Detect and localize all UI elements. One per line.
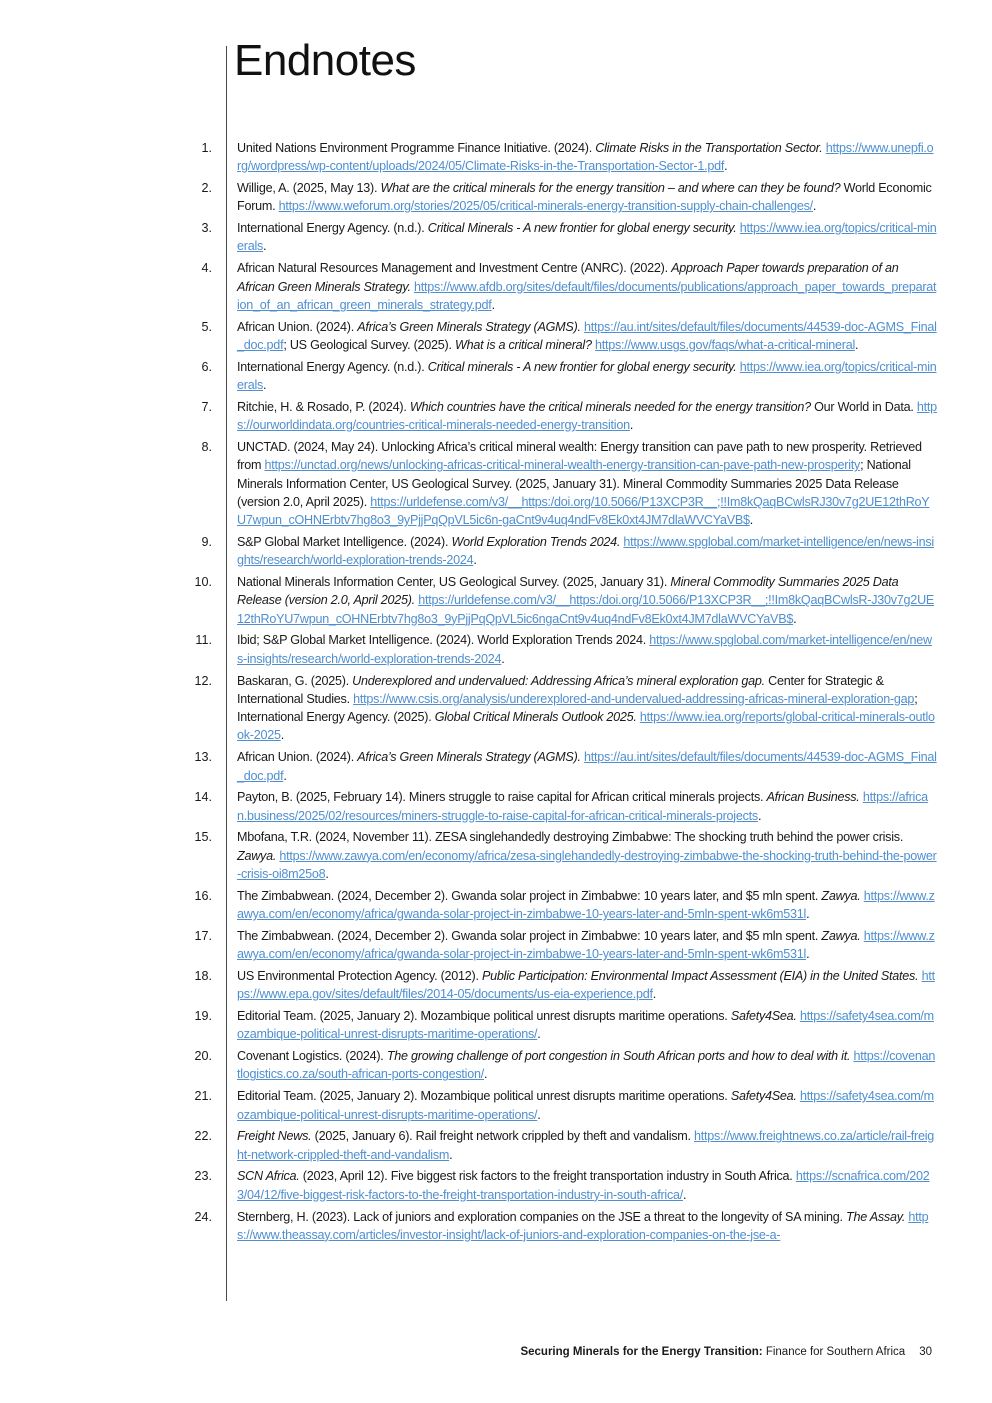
endnote-text-segment: Center for Strategic & International Studies. — [237, 673, 884, 706]
endnote-link[interactable]: https://urldefense.com/v3/__https:/doi.org/10.5066/P13XCP3R__;!!Im8kQaqBCwlsR-J30v7g2UE12thRoYU7wpun_cOHNErbtv7hg8o3_9yPjjPqQpVL5ic6ngaCnt9v4uq4ndFv8Ek0xt4JM7dlaWVCYaVB$ — [237, 593, 935, 626]
endnote-link[interactable]: https://www.zawya.com/en/economy/africa/gwanda-solar-project-in-zimbabwe-10-years-later-and-5mln-spent-wk6m531l — [237, 888, 935, 922]
endnote-italic-title: Which countries have the critical minerals needed for the energy transition? — [409, 399, 811, 414]
endnote-text-segment: The Zimbabwean. (2024, December 2). Gwanda solar project in Zimbabwe: 10 years later, and $5 mln spent. — [237, 888, 822, 903]
endnote-number: 13. — [194, 750, 212, 765]
endnote-item — [0, 1208, 992, 1245]
endnote-item — [0, 533, 992, 570]
endnote-text-segment: World Economic Forum. — [237, 181, 932, 214]
endnote-item — [0, 398, 992, 435]
endnote-number: 3. — [201, 221, 212, 236]
endnote-italic-title: SCN Africa. — [237, 1169, 300, 1184]
endnote-text — [237, 219, 937, 256]
endnote-text-segment: National Minerals Information Center, US Geological Survey. (2025, January 31). — [237, 575, 671, 590]
endnote-link[interactable]: https://www.epa.gov/sites/default/files/2014-05/documents/us-eia-experience.pdf — [237, 968, 935, 1002]
endnote-number: 9. — [201, 534, 212, 549]
endnote-italic-title: World Exploration Trends 2024. — [451, 534, 621, 549]
endnote-text — [237, 672, 937, 745]
endnote-text-segment: . — [757, 808, 762, 823]
endnote-italic-title: Zawya. — [821, 888, 861, 903]
endnote-number: 1. — [201, 141, 212, 155]
endnote-link[interactable]: https://www.iea.org/reports/global-critical-minerals-outlook-2025 — [237, 710, 935, 743]
endnote-text-segment: . — [749, 513, 754, 528]
endnote-link[interactable]: https://www.afdb.org/sites/default/files/documents/publications/approach_paper_towards_preparation_of_an_african_green_minerals_strategy.pdf — [237, 279, 937, 312]
endnote-italic-title: Africa’s Green Minerals Strategy (AGMS). — [357, 750, 581, 765]
endnote-number: 6. — [201, 359, 212, 374]
endnote-text-segment: Covenant Logistics. (2024). — [237, 1049, 387, 1064]
endnote-text-segment: International Energy Agency. (n.d.). — [237, 221, 428, 236]
endnote-text — [237, 748, 937, 785]
endnote-number: 10. — [194, 575, 212, 590]
endnote-number: 24. — [194, 1209, 212, 1224]
page-number: 30 — [919, 1346, 932, 1358]
endnote-item — [0, 358, 992, 395]
endnote-number: 12. — [194, 673, 212, 688]
endnote-italic-title: What is a critical mineral? — [455, 337, 592, 352]
endnote-link[interactable]: https://au.int/sites/default/files/documents/44539-doc-AGMS_Final_doc.pdf — [237, 319, 937, 352]
endnote-italic-title: Public Participation: Environmental Impact Assessment (EIA) in the United States. — [481, 968, 919, 983]
endnote-item — [0, 139, 992, 176]
endnote-item — [0, 1127, 992, 1164]
endnote-text-segment: . — [491, 297, 495, 312]
endnote-italic-title: Critical minerals - A new frontier for global energy security. — [427, 359, 737, 374]
endnote-number: 5. — [201, 319, 212, 334]
endnote-number: 14. — [194, 790, 212, 805]
endnote-number: 17. — [194, 928, 212, 943]
endnote-number: 21. — [194, 1089, 212, 1104]
endnote-text — [237, 533, 937, 570]
endnote-number: 19. — [194, 1009, 212, 1024]
endnote-item — [0, 828, 992, 883]
endnote-text — [237, 1208, 937, 1245]
endnote-text — [237, 967, 937, 1004]
endnote-link[interactable]: https://african.business/2025/02/resources/miners-struggle-to-raise-capital-for-african-critical-minerals-projects — [237, 790, 928, 823]
endnote-link[interactable]: https://www.freightnews.co.za/article/rail-freight-network-crippled-theft-and-vandalism — [237, 1129, 935, 1162]
endnote-number: 16. — [194, 888, 212, 903]
endnote-link[interactable]: https://urldefense.com/v3/__https:/doi.org/10.5066/P13XCP3R__;!!Im8kQaqBCwlsRJ30v7g2UE12thRoYU7wpun_cOHNErbtv7hg8o3_9yPjjPqQpVL5ic6n-gaCnt9v4uq4ndFv8Ek0xt4JM7dlaWVCYaVB$ — [237, 494, 930, 528]
endnote-item — [0, 788, 992, 825]
endnote-text — [237, 927, 937, 964]
endnote-text-segment: . — [283, 768, 287, 783]
endnote-text-segment: . — [855, 337, 859, 352]
endnote-italic-title: Africa’s Green Minerals Strategy (AGMS). — [357, 319, 581, 334]
endnote-item — [0, 748, 992, 785]
endnotes-list — [0, 139, 992, 1248]
endnote-text-segment: . — [652, 987, 656, 1002]
endnote-text — [237, 887, 937, 924]
endnote-number: 2. — [201, 181, 212, 196]
endnote-text-segment: . — [806, 907, 810, 922]
endnote-text-segment: (2023, April 12). Five biggest risk factors to the freight transportation industry in South Africa. — [299, 1169, 796, 1184]
endnote-text — [237, 358, 937, 395]
endnote-link[interactable]: https://scnafrica.com/2023/04/12/five-biggest-risk-factors-to-the-freight-transportation-industry-in-south-africa/ — [237, 1169, 930, 1202]
endnote-link[interactable]: https://www.usgs.gov/faqs/what-a-critical-mineral — [594, 337, 855, 352]
endnote-text — [237, 1047, 937, 1084]
endnote-italic-title: Approach Paper towards preparation of an African Green Minerals Strategy. — [237, 261, 899, 294]
endnote-item — [0, 318, 992, 355]
endnote-link[interactable]: https://unctad.org/news/unlocking-africas-critical-mineral-wealth-energy-transition-can-pave-path-new-prosperity — [264, 458, 861, 473]
endnote-text — [237, 788, 937, 825]
endnote-italic-title: Freight News. — [237, 1129, 312, 1144]
endnote-item — [0, 219, 992, 256]
endnote-item — [0, 672, 992, 745]
endnote-link[interactable]: https://ourworldindata.org/countries-critical-minerals-needed-energy-transition — [237, 399, 937, 433]
endnote-text-segment: African Union. (2024). — [237, 319, 358, 334]
page-footer — [520, 1346, 932, 1358]
endnote-text — [237, 1127, 937, 1164]
endnote-link[interactable]: https://covenantlogistics.co.za/south-african-ports-congestion/ — [237, 1049, 936, 1082]
endnote-text-segment: Willige, A. (2025, May 13). — [237, 181, 381, 196]
endnote-number: 11. — [195, 633, 212, 648]
endnote-item — [0, 1167, 992, 1204]
endnote-link[interactable]: https://www.iea.org/topics/critical-minerals — [237, 359, 937, 393]
endnote-item — [0, 1047, 992, 1084]
endnote-link[interactable]: https://www.spglobal.com/market-intelligence/en/news-insights/research/world-exploration-trends-2024 — [237, 633, 932, 666]
endnote-text-segment: Ritchie, H. & Rosado, P. (2024). — [237, 399, 410, 414]
endnote-link[interactable]: https://www.zawya.com/en/economy/africa/zesa-singlehandedly-destroying-zimbabwe-the-shocking-truth-behind-the-power-crisis-oi8m25o8 — [237, 848, 937, 881]
endnote-italic-title: Global Critical Minerals Outlook 2025. — [434, 710, 637, 725]
endnote-text-segment: . — [325, 866, 329, 881]
endnote-text-segment: . — [484, 1067, 488, 1082]
endnote-text — [237, 573, 937, 628]
endnote-item — [0, 927, 992, 964]
endnote-text-segment: . — [501, 651, 505, 666]
endnote-number: 4. — [201, 261, 212, 276]
endnote-italic-title: Zawya. — [821, 928, 861, 943]
endnote-text-segment: . — [629, 418, 634, 433]
endnote-italic-title: Mineral Commodity Summaries 2025 Data Release (version 2.0, April 2025). — [237, 575, 899, 608]
endnote-text-segment: . — [263, 239, 267, 254]
endnote-link[interactable]: https://www.spglobal.com/market-intelligence/en/news-insights/research/world-exploration-trends-2024 — [237, 534, 934, 568]
endnote-text — [237, 139, 937, 176]
endnote-text-segment: Baskaran, G. (2025). — [237, 673, 353, 688]
endnote-text-segment: African Union. (2024). — [237, 750, 358, 765]
endnote-text — [237, 1167, 937, 1204]
endnote-italic-title: The growing challenge of port congestion in South African ports and how to deal with it. — [386, 1049, 851, 1064]
footer-subtitle: Finance for Southern Africa — [762, 1346, 906, 1358]
endnote-italic-title: Safety4Sea. — [730, 1009, 797, 1024]
endnote-italic-title: Climate Risks in the Transportation Sector. — [595, 141, 823, 155]
endnote-number: 23. — [194, 1169, 212, 1184]
endnote-item — [0, 438, 992, 529]
endnote-text-segment: . — [537, 1027, 541, 1042]
endnote-item — [0, 1087, 992, 1124]
endnote-item — [0, 967, 992, 1004]
endnote-link[interactable]: https://www.zawya.com/en/economy/africa/gwanda-solar-project-in-zimbabwe-10-years-later-and-5mln-spent-wk6m531l — [237, 928, 935, 962]
endnote-text-segment: (2025, January 6). Rail freight network crippled by theft and vandalism. — [311, 1129, 695, 1144]
endnote-text-segment: . — [280, 728, 285, 743]
endnote-text — [237, 1007, 937, 1044]
endnote-text-segment: S&P Global Market Intelligence. (2024). — [237, 534, 452, 549]
endnote-italic-title: Critical Minerals - A new frontier for global energy security. — [427, 221, 737, 236]
endnote-text-segment: US Environmental Protection Agency. (2012). — [237, 968, 482, 983]
endnote-text — [237, 631, 937, 668]
page-title: Endnotes — [234, 36, 416, 85]
endnote-text-segment: . — [263, 378, 267, 393]
endnote-link[interactable]: https://www.csis.org/analysis/underexplored-and-undervalued-addressing-africas-mineral-exploration-gap — [353, 691, 915, 706]
endnote-number: 8. — [201, 439, 212, 454]
endnote-text — [237, 1087, 937, 1124]
endnote-item — [0, 631, 992, 668]
endnote-link[interactable]: https://au.int/sites/default/files/documents/44539-doc-AGMS_Final_doc.pdf — [237, 750, 937, 783]
endnote-text — [237, 318, 937, 355]
endnote-text-segment: . — [449, 1147, 453, 1162]
endnote-item — [0, 573, 992, 628]
endnote-text-segment: UNCTAD. (2024, May 24). Unlocking Africa’s critical mineral wealth: Energy transition can pave path to new prosperity. Retrieved from — [237, 439, 922, 473]
endnote-italic-title: What are the critical minerals for the energy transition – and where can they be found? — [380, 181, 841, 196]
endnote-link[interactable]: https://safety4sea.com/mozambique-political-unrest-disrupts-maritime-operations/ — [237, 1089, 934, 1122]
endnote-text-segment: International Energy Agency. (n.d.). — [237, 359, 428, 374]
endnote-text — [237, 179, 937, 216]
endnote-text-segment: . — [473, 553, 477, 568]
endnote-text — [237, 438, 937, 529]
endnote-italic-title: Underexplored and undervalued: Addressing Africa’s mineral exploration gap. — [352, 673, 765, 688]
endnote-text-segment: ; National Minerals Information Center, US Geological Survey. (2025, January 31). Mineral Commodity Summaries 2025 Data Release (version 2.0, April 2025). — [237, 458, 911, 509]
endnote-item — [0, 1007, 992, 1044]
endnote-text-segment: . — [724, 159, 728, 174]
endnote-italic-title: Zawya. — [237, 848, 277, 863]
endnote-item — [0, 259, 992, 314]
endnote-link[interactable]: https://www.unepfi.org/wordpress/wp-content/uploads/2024/05/Climate-Risks-in-the-Transportation-Sector-1.pdf — [237, 141, 934, 174]
endnote-number: 20. — [194, 1049, 212, 1064]
endnote-text-segment: ; US Geological Survey. (2025). — [283, 337, 455, 352]
endnote-text-segment: The Zimbabwean. (2024, December 2). Gwanda solar project in Zimbabwe: 10 years later, and $5 mln spent. — [237, 928, 822, 943]
endnote-text-segment: Mbofana, T.R. (2024, November 11). ZESA singlehandedly destroying Zimbabwe: The shocking truth behind the power crisis. — [237, 830, 904, 845]
endnote-text-segment: African Natural Resources Management and Investment Centre (ANRC). (2022). — [237, 261, 672, 276]
endnote-text-segment: ; International Energy Agency. (2025). — [237, 691, 918, 725]
endnote-item — [0, 179, 992, 216]
endnote-number: 15. — [194, 830, 212, 845]
endnote-link[interactable]: https://www.iea.org/topics/critical-minerals — [237, 221, 937, 254]
endnote-text — [237, 828, 937, 883]
endnote-italic-title: The Assay. — [846, 1209, 906, 1224]
endnote-text-segment: Our World in Data. — [810, 399, 917, 414]
endnote-text-segment: . — [793, 611, 797, 626]
endnote-text-segment: . — [537, 1107, 541, 1122]
endnote-item — [0, 887, 992, 924]
endnote-text-segment: Editorial Team. (2025, January 2). Mozambique political unrest disrupts maritime operations. — [237, 1089, 731, 1104]
endnote-text-segment: Editorial Team. (2025, January 2). Mozambique political unrest disrupts maritime operations. — [237, 1009, 731, 1024]
endnote-text-segment: United Nations Environment Programme Finance Initiative. (2024). — [237, 141, 596, 155]
endnote-text — [237, 398, 937, 435]
endnote-text-segment: Ibid; S&P Global Market Intelligence. (2024). World Exploration Trends 2024. — [237, 633, 650, 648]
endnote-text-segment: . — [812, 199, 817, 214]
endnote-text — [237, 259, 937, 314]
endnote-italic-title: Safety4Sea. — [730, 1089, 797, 1104]
footer-report-title: Securing Minerals for the Energy Transition: — [520, 1346, 763, 1358]
endnote-text-segment: Sternberg, H. (2023). Lack of juniors and exploration companies on the JSE a threat to the longevity of SA mining. — [237, 1209, 846, 1224]
endnote-link[interactable]: https://www.weforum.org/stories/2025/05/critical-minerals-energy-transition-supply-chain-challenges/ — [278, 199, 813, 214]
endnote-text-segment: Payton, B. (2025, February 14). Miners struggle to raise capital for African critical minerals projects. — [237, 790, 767, 805]
endnote-link[interactable]: https://www.theassay.com/articles/investor-insight/lack-of-juniors-and-exploration-companies-on-the-jse-a- — [237, 1209, 929, 1242]
endnote-link[interactable]: https://safety4sea.com/mozambique-political-unrest-disrupts-maritime-operations/ — [237, 1009, 934, 1042]
endnote-number: 18. — [194, 968, 212, 983]
endnote-number: 7. — [201, 399, 212, 414]
endnote-text-segment: . — [683, 1187, 687, 1202]
endnote-italic-title: African Business. — [766, 790, 860, 805]
endnote-number: 22. — [194, 1129, 212, 1144]
endnote-text-segment: . — [806, 947, 810, 962]
